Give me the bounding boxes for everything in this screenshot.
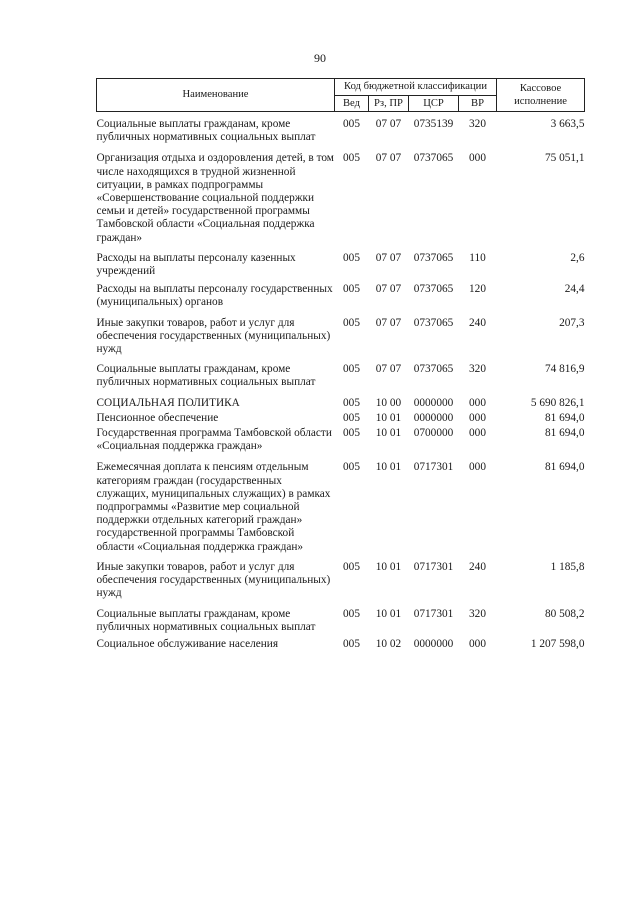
row-rz-pr: 10 00	[375, 396, 402, 409]
header-rz-pr: Рз, ПР	[369, 96, 409, 112]
row-rz-pr: 10 01	[375, 461, 402, 474]
row-ved: 005	[343, 560, 360, 573]
row-vr: 240	[469, 316, 486, 329]
row-name: Государственная программа Тамбовской области «Социальная поддержка граждан»	[96, 427, 332, 453]
row-ved: 005	[343, 283, 360, 296]
row-vr: 320	[469, 118, 486, 130]
header-name: Наименование	[97, 79, 335, 112]
row-csr: 0717301	[413, 560, 454, 573]
row-vr: 000	[469, 396, 486, 409]
row-ved: 005	[343, 316, 360, 329]
row-vr: 120	[469, 283, 486, 296]
header-amount: Кассовое исполнение	[497, 79, 585, 112]
row-name: Социальные выплаты гражданам, кроме публичных нормативных социальных выплат	[96, 363, 316, 389]
row-rz-pr: 07 07	[375, 283, 402, 296]
row-amount: 75 051,1	[544, 152, 585, 165]
row-vr: 000	[469, 427, 486, 440]
row-rz-pr: 07 07	[375, 118, 402, 130]
table-row	[97, 245, 585, 278]
row-vr: 110	[469, 251, 486, 264]
table-row	[97, 410, 585, 425]
row-rz-pr: 10 01	[375, 427, 402, 440]
row-rz-pr: 07 07	[375, 316, 402, 329]
row-csr: 0737065	[413, 283, 454, 296]
row-rz-pr: 10 01	[375, 607, 402, 620]
page-number: 90	[314, 51, 326, 65]
row-rz-pr: 07 07	[375, 251, 402, 264]
row-amount: 74 816,9	[544, 363, 585, 376]
row-ved: 005	[343, 427, 360, 440]
row-csr: 0717301	[413, 461, 454, 474]
row-rz-pr: 10 01	[375, 411, 402, 424]
table-row	[97, 278, 585, 309]
row-vr: 000	[469, 411, 486, 424]
header-vr: ВР	[459, 96, 497, 112]
row-amount: 3 663,5	[550, 118, 585, 130]
row-csr: 0737065	[413, 152, 454, 165]
table-row	[97, 601, 585, 634]
row-name: Организация отдыха и оздоровления детей, в том числе находящихся в трудной жизненной ситуации, в рамках подпрограммы «Совершенствование социальной поддержки семьи и детей» государственной программы Тамбовской области «Социальная поддержка граждан»	[96, 152, 334, 244]
row-name: Расходы на выплаты персоналу казенных учреждений	[96, 251, 296, 278]
row-ved: 005	[343, 637, 360, 650]
row-csr: 0717301	[413, 607, 454, 620]
row-csr: 0000000	[413, 637, 454, 650]
row-name: Ежемесячная доплата к пенсиям отдельным категориям граждан (государственных служащих, муниципальных служащих) в рамках подпрограммы «Развитие мер социальной поддержки отдельных категорий граждан» государственной программы Тамбовской области «Социальная поддержка граждан»	[96, 461, 331, 553]
row-name: Иные закупки товаров, работ и услуг для обеспечения государственных (муниципальных) нужд	[96, 560, 331, 600]
header-ved: Вед	[335, 96, 369, 112]
row-ved: 005	[343, 607, 360, 620]
table-row	[97, 310, 585, 357]
row-ved: 005	[343, 118, 360, 130]
row-amount: 207,3	[559, 316, 585, 329]
row-rz-pr: 10 01	[375, 560, 402, 573]
row-amount: 2,6	[570, 251, 585, 264]
row-csr: 0000000	[413, 411, 454, 424]
table-row	[97, 112, 585, 145]
row-amount: 1 185,8	[550, 560, 585, 573]
row-name: Расходы на выплаты персоналу государственных (муниципальных) органов	[96, 283, 333, 309]
header-csr: ЦСР	[409, 96, 459, 112]
row-vr: 000	[469, 152, 486, 165]
header-code-group: Код бюджетной классификации	[335, 79, 497, 96]
row-vr: 320	[469, 607, 486, 620]
row-name: Иные закупки товаров, работ и услуг для обеспечения государственных (муниципальных) нужд	[96, 316, 331, 356]
table-row	[97, 634, 585, 651]
budget-table	[96, 78, 585, 651]
row-ved: 005	[343, 396, 360, 409]
row-amount: 24,4	[564, 283, 585, 296]
row-vr: 000	[469, 461, 486, 474]
table-row	[97, 453, 585, 553]
row-rz-pr: 07 07	[375, 363, 402, 376]
row-name: Пенсионное обеспечение	[96, 411, 219, 424]
row-csr: 0700000	[413, 427, 454, 440]
table-row	[97, 554, 585, 601]
row-csr: 0737065	[413, 316, 454, 329]
row-ved: 005	[343, 461, 360, 474]
row-amount: 81 694,0	[544, 411, 585, 424]
row-amount: 81 694,0	[544, 427, 585, 440]
row-csr: 0737065	[413, 363, 454, 376]
row-csr: 0735139	[413, 118, 454, 130]
row-name: СОЦИАЛЬНАЯ ПОЛИТИКА	[96, 396, 240, 409]
row-vr: 240	[469, 560, 486, 573]
row-name: Социальное обслуживание населения	[96, 637, 279, 650]
row-amount: 81 694,0	[544, 461, 585, 474]
row-name: Социальные выплаты гражданам, кроме публичных нормативных социальных выплат	[96, 607, 316, 633]
row-amount: 1 207 598,0	[530, 637, 585, 650]
row-vr: 320	[469, 363, 486, 376]
table-body	[97, 112, 585, 652]
table-header	[97, 79, 585, 112]
table-row	[97, 425, 585, 453]
row-ved: 005	[343, 251, 360, 264]
row-ved: 005	[343, 411, 360, 424]
row-ved: 005	[343, 152, 360, 165]
table-row	[97, 390, 585, 410]
row-csr: 0000000	[413, 396, 454, 409]
table-row	[97, 356, 585, 389]
row-name: Социальные выплаты гражданам, кроме публичных нормативных социальных выплат	[96, 118, 316, 144]
row-ved: 005	[343, 363, 360, 376]
row-rz-pr: 10 02	[375, 637, 402, 650]
row-csr: 0737065	[413, 251, 454, 264]
row-rz-pr: 07 07	[375, 152, 402, 165]
row-amount: 5 690 826,1	[530, 396, 585, 409]
row-vr: 000	[469, 637, 486, 650]
table-row	[97, 144, 585, 244]
row-amount: 80 508,2	[544, 607, 585, 620]
